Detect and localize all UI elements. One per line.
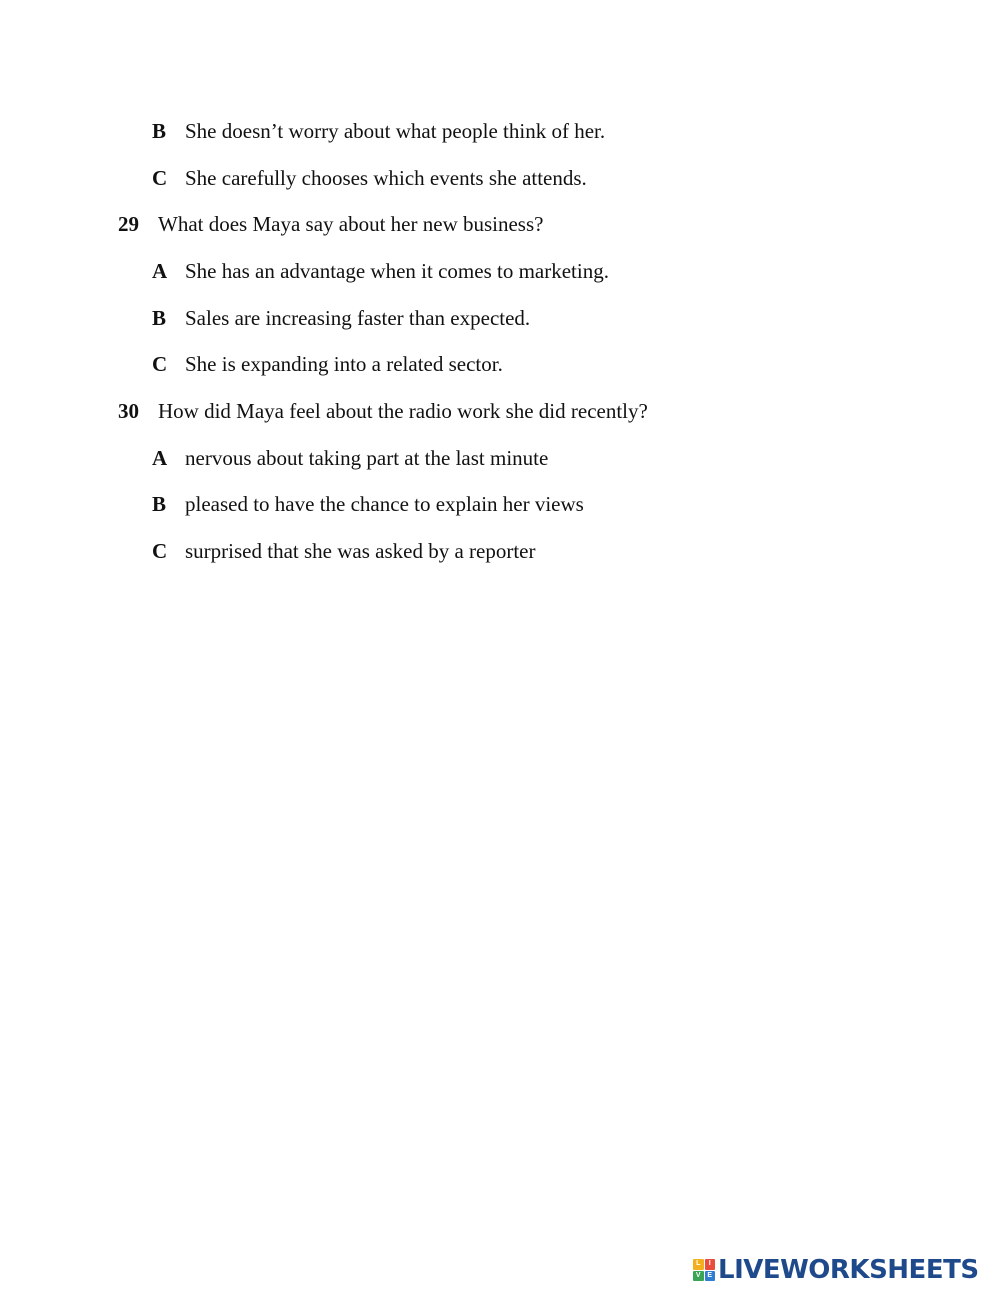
- option-b-q29[interactable]: [152, 306, 530, 330]
- question-number: 29: [118, 212, 139, 236]
- option-letter: C: [152, 166, 168, 190]
- logo-tile-l: L: [693, 1259, 704, 1270]
- option-b-q30[interactable]: [152, 492, 584, 516]
- logo-tile-v: V: [693, 1271, 704, 1282]
- option-b-q28[interactable]: [152, 119, 605, 143]
- option-text: nervous about taking part at the last minute: [185, 446, 549, 470]
- liveworksheets-logo: [693, 1253, 979, 1287]
- option-letter: B: [152, 306, 167, 330]
- option-text: She carefully chooses which events she attends.: [185, 166, 587, 190]
- option-text: She doesn’t worry about what people think of her.: [185, 119, 606, 143]
- option-text: surprised that she was asked by a reporter: [185, 539, 536, 563]
- option-text: pleased to have the chance to explain her views: [185, 492, 584, 516]
- liveworksheets-logo-icon: [693, 1259, 715, 1281]
- option-text: She has an advantage when it comes to marketing.: [185, 259, 609, 283]
- liveworksheets-logo-text: LIVEWORKSHEETS: [718, 1255, 979, 1285]
- option-a-q29[interactable]: [152, 259, 609, 283]
- option-c-q29[interactable]: [152, 352, 503, 376]
- logo-tile-e: E: [705, 1271, 716, 1282]
- option-a-q30[interactable]: [152, 446, 548, 470]
- option-c-q28[interactable]: [152, 166, 587, 190]
- question-text: How did Maya feel about the radio work she did recently?: [158, 399, 648, 423]
- option-text: Sales are increasing faster than expected.: [185, 306, 531, 330]
- option-letter: C: [152, 352, 168, 376]
- option-c-q30[interactable]: [152, 539, 535, 563]
- option-letter: A: [152, 446, 168, 470]
- question-number: 30: [118, 399, 139, 423]
- option-letter: B: [152, 492, 167, 516]
- question-29: [118, 212, 543, 236]
- option-letter: A: [152, 259, 168, 283]
- logo-tile-i: I: [705, 1259, 716, 1270]
- option-text: She is expanding into a related sector.: [185, 352, 503, 376]
- option-letter: B: [152, 119, 167, 143]
- question-text: What does Maya say about her new business?: [158, 212, 544, 236]
- question-30: [118, 399, 648, 423]
- option-letter: C: [152, 539, 168, 563]
